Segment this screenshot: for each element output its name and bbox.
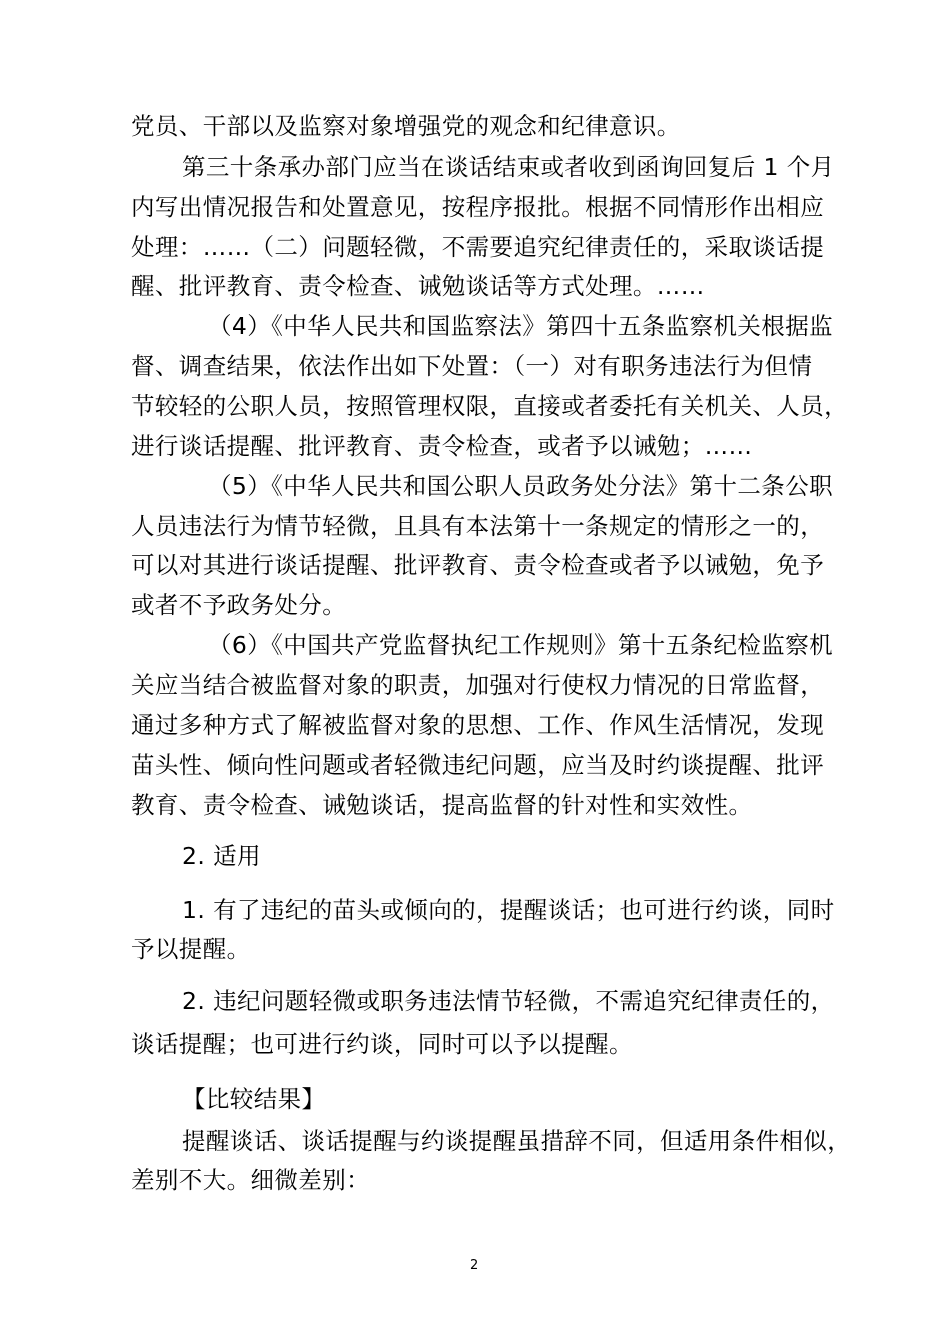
list-item-2: 2. 违纪问题轻微或职务违法情节轻微，不需追究纪律责任的， (182, 987, 835, 1015)
paragraph-article-30: 第三十条承办部门应当在谈话结束或者收到函询回复后 1 个月 (182, 153, 835, 181)
body-line: 人员违法行为情节轻微，且具有本法第十一条规定的情形之一的， (131, 512, 825, 540)
section-heading-applicability: 2. 适用 (182, 842, 261, 870)
body-line: 可以对其进行谈话提醒、批评教育、责令检查或者予以诫勉，免予 (131, 551, 825, 579)
list-item-1: 1. 有了违纪的苗头或倾向的，提醒谈话；也可进行约谈，同时 (182, 896, 835, 924)
paragraph-item-6: （6）《中国共产党监督执纪工作规则》第十五条纪检监察机 (208, 631, 834, 659)
section-heading-comparison: 【比较结果】 (182, 1085, 326, 1113)
body-line: 党员、干部以及监察对象增强党的观念和纪律意识。 (131, 112, 681, 140)
body-line: 差别不大。细微差别： (131, 1166, 370, 1194)
page-number: 2 (470, 1258, 479, 1273)
body-line: 谈话提醒；也可进行约谈，同时可以予以提醒。 (131, 1030, 633, 1058)
body-line: 醒、批评教育、责令检查、诫勉谈话等方式处理。…… (131, 272, 705, 300)
body-line: 节较轻的公职人员，按照管理权限，直接或者委托有关机关、人员， (131, 392, 848, 420)
paragraph-comparison: 提醒谈话、谈话提醒与约谈提醒虽措辞不同，但适用条件相似， (182, 1127, 852, 1155)
body-line: 关应当结合被监督对象的职责，加强对行使权力情况的日常监督， (131, 671, 825, 699)
body-line: 通过多种方式了解被监督对象的思想、工作、作风生活情况，发现 (131, 711, 825, 739)
body-line: 进行谈话提醒、批评教育、责令检查，或者予以诫勉；…… (131, 432, 753, 460)
body-line: 苗头性、倾向性问题或者轻微违纪问题，应当及时约谈提醒、批评 (131, 751, 825, 779)
body-line: 督、调查结果，依法作出如下处置：（一）对有职务违法行为但情 (131, 352, 813, 380)
body-line: 教育、责令检查、诫勉谈话，提高监督的针对性和实效性。 (131, 791, 753, 819)
body-line: 或者不予政务处分。 (131, 591, 347, 619)
body-line: 内写出情况报告和处置意见，按程序报批。根据不同情形作出相应 (131, 193, 825, 221)
body-line: 予以提醒。 (131, 935, 251, 963)
paragraph-item-5: （5）《中华人民共和国公职人员政务处分法》第十二条公职 (208, 472, 834, 500)
body-line: 处理：……（二）问题轻微，不需要追究纪律责任的，采取谈话提 (131, 233, 825, 261)
paragraph-item-4: （4）《中华人民共和国监察法》第四十五条监察机关根据监 (208, 312, 834, 340)
